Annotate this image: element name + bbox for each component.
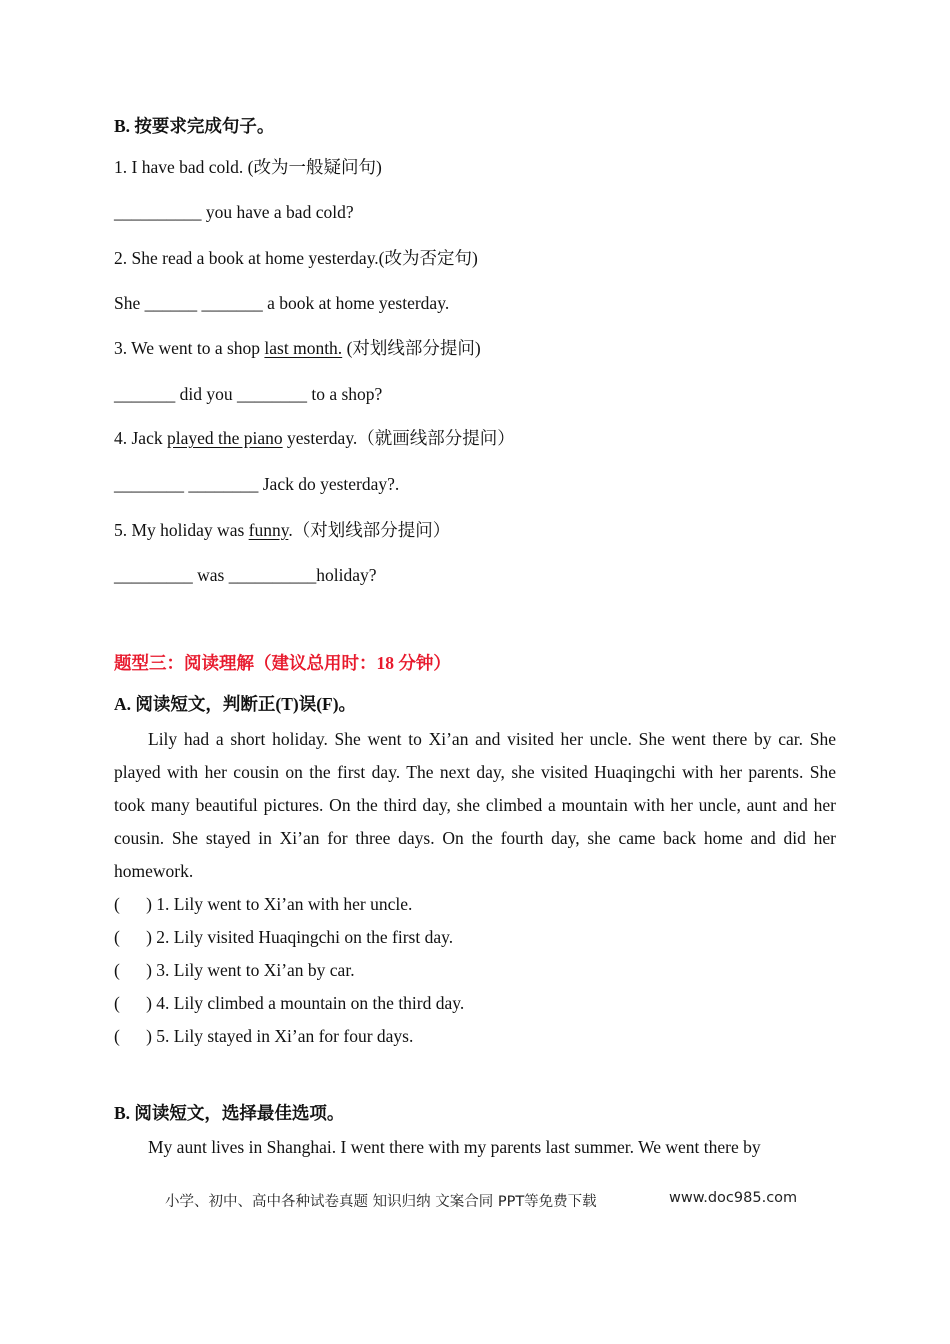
reading-b-passage: My aunt lives in Shanghai. I went there with my parents last summer. We went there by	[148, 1137, 761, 1157]
question-note: (对划线部分提问)	[342, 338, 481, 358]
answer-3: _______ did you ________ to a shop?	[114, 384, 383, 404]
tf-question-1: ( ) 1. Lily went to Xi’an with her uncle.	[114, 894, 413, 914]
answer-1: __________ you have a bad cold?	[114, 202, 354, 222]
question-2	[114, 247, 478, 269]
question-4	[114, 427, 515, 449]
question-text: 1. I have bad cold. (改为一般疑问句)	[114, 157, 382, 177]
answer-5: _________ was __________holiday?	[114, 565, 377, 585]
answer-2: She ______ _______ a book at home yesterday.	[114, 293, 450, 313]
question-3	[114, 337, 481, 359]
reading-b-heading: B. 阅读短文，选择最佳选项。	[114, 1103, 345, 1123]
question-note: .（对划线部分提问）	[288, 520, 451, 540]
reading-a-heading: A. 阅读短文，判断正(T)误(F)。	[114, 694, 357, 714]
tf-question-5: ( ) 5. Lily stayed in Xi’an for four days.	[114, 1026, 414, 1046]
tf-question-4: ( ) 4. Lily climbed a mountain on the third day.	[114, 993, 465, 1013]
question-text: 2. She read a book at home yesterday.(改为否定句)	[114, 248, 478, 268]
section-b-heading: B. 按要求完成句子。	[114, 116, 275, 136]
question-text: 3. We went to a shop	[114, 338, 265, 358]
footer-url[interactable]: www.doc985.com	[669, 1190, 798, 1206]
underlined-phrase: last month.	[264, 338, 343, 358]
footer-text: 小学、初中、高中各种试卷真题 知识归纳 文案合同 PPT等免费下载	[165, 1194, 597, 1210]
question-5	[114, 519, 450, 541]
tf-question-2: ( ) 2. Lily visited Huaqingchi on the first day.	[114, 927, 454, 947]
tf-question-3: ( ) 3. Lily went to Xi’an by car.	[114, 960, 355, 980]
reading-a-passage: Lily had a short holiday. She went to Xi’an and visited her uncle. She went there by car. She played with her cousin on the first day. The next day, she visited Huaqingchi with her parents. She took many beautiful pictures. On the third day, she climbed a mountain with her uncle, aunt and her cousin. She stayed in Xi’an for three days. On the fourth day, she came back home and did her homework.	[114, 729, 836, 881]
underlined-phrase: funny	[248, 520, 289, 540]
question-note: yesterday.（就画线部分提问）	[282, 428, 515, 448]
question-text: 4. Jack	[114, 428, 167, 448]
question-text: 5. My holiday was	[114, 520, 249, 540]
underlined-phrase: played the piano	[166, 428, 283, 448]
answer-4: ________ ________ Jack do yesterday?.	[114, 474, 400, 494]
part3-title: 题型三：阅读理解（建议总用时：18 分钟）	[114, 653, 451, 673]
question-1	[114, 156, 382, 178]
